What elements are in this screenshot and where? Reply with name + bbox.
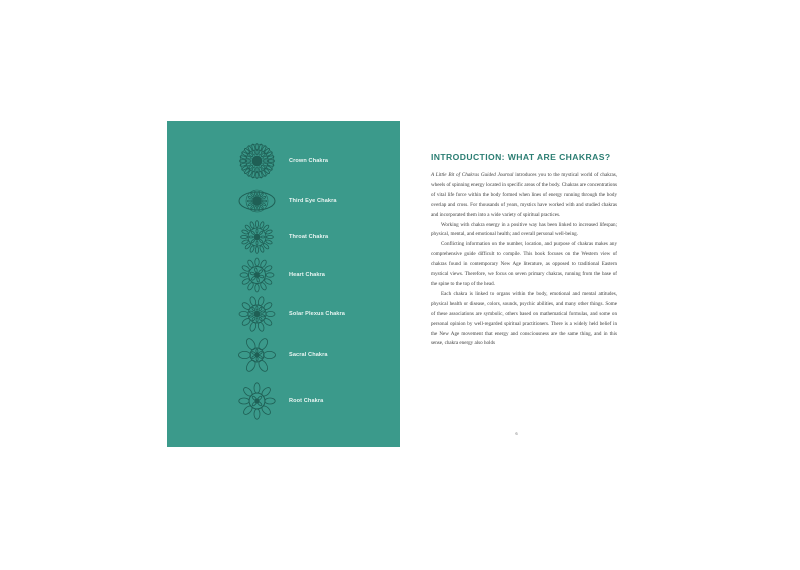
heart-chakra-icon — [237, 255, 277, 295]
chakra-row — [167, 217, 400, 257]
chakra-label: Root Chakra — [289, 398, 324, 404]
chakra-label: Sacral Chakra — [289, 352, 328, 358]
chakra-row — [167, 381, 400, 421]
paragraph-1 — [431, 171, 617, 221]
book-title: A Little Bit of Chakras Guided Journal — [431, 172, 514, 178]
chakra-row — [167, 294, 400, 334]
paragraph-2: Working with chakra energy in a positive way has been linked to increased lifespan; physical, mental, and emotional health; and overall personal well-being. — [431, 221, 617, 238]
chakra-row — [167, 141, 400, 181]
page-heading: INTRODUCTION: WHAT ARE CHAKRAS? — [431, 152, 611, 162]
chakra-row — [167, 255, 400, 295]
chakra-illustration-page — [167, 121, 400, 447]
chakra-label: Solar Plexus Chakra — [289, 311, 345, 317]
chakra-label: Third Eye Chakra — [289, 198, 337, 204]
root-chakra-icon — [237, 381, 277, 421]
page-number: 6 — [515, 431, 518, 436]
paragraph-3: Conflicting information on the number, location, and purpose of chakras makes any comprehensive guide difficult to compile. This book focuses on the Western view of chakras found in contemporary New Age literature, as opposed to traditional Eastern mystical views. Therefore, we focus on seven primary chakras, running from the base of the spine to the top of the head. — [431, 241, 617, 287]
body-text — [431, 171, 617, 349]
chakra-label: Heart Chakra — [289, 272, 326, 278]
solar-plexus-chakra-icon — [237, 294, 277, 334]
chakra-label: Throat Chakra — [289, 234, 329, 240]
chakra-row — [167, 335, 400, 375]
third-eye-chakra-icon — [237, 181, 277, 221]
throat-chakra-icon — [237, 217, 277, 257]
paragraph-1-text: introduces you to the mystical world of chakras, wheels of spinning energy located in specific areas of the body. Chakras are concentrations of vital life force within the body formed when lines of energy running through the body overlap and cross. For thousands of years, mystics have worked with and studied chakras and incorporated them into a wide variety of spiritual practices. — [431, 172, 617, 218]
chakra-label: Crown Chakra — [289, 158, 329, 164]
chakra-row — [167, 181, 400, 221]
crown-chakra-icon — [237, 141, 277, 181]
sacral-chakra-icon — [237, 335, 277, 375]
text-page — [400, 121, 633, 447]
paragraph-4: Each chakra is linked to organs within the body, emotional and mental attitudes, physical health or disease, colors, sounds, psychic abilities, and many other things. Some of these associations are symbolic, others based on mathematical formulas, and some on personal opinion by well-regarded spiritual practitioners. There is a widely held belief in the New Age movement that energy and consciousness are the same thing, and in this sense, chakra energy also holds — [431, 290, 617, 347]
